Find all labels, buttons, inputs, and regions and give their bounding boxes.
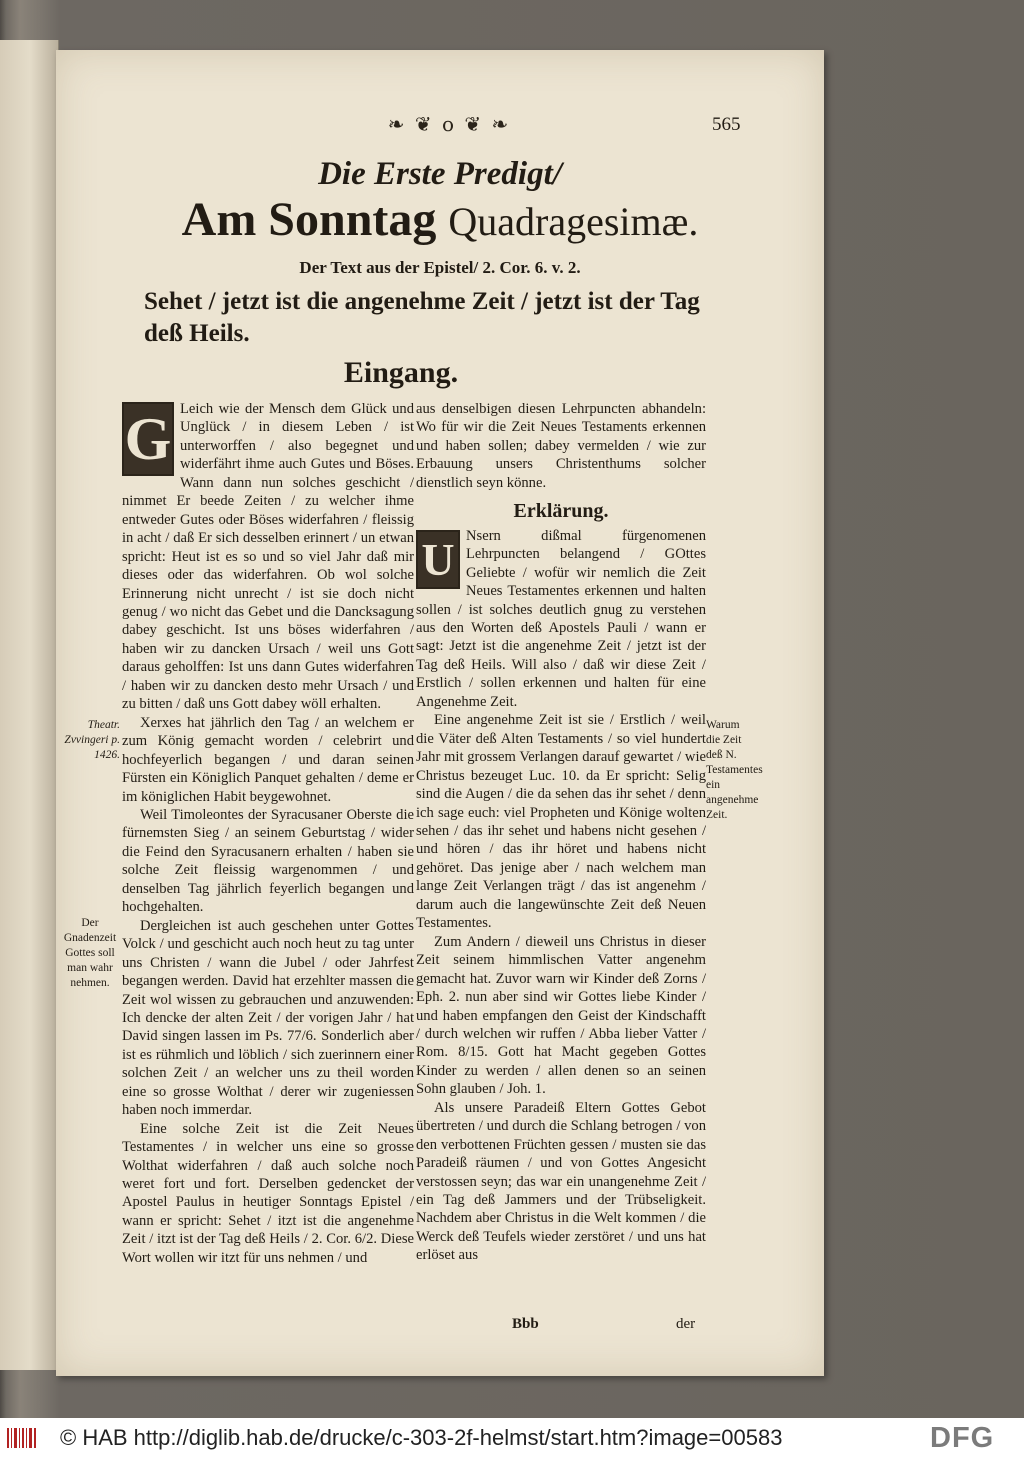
margin-note-left-2: Der Gnadenzeit Gottes soll man wahr nehmen. (63, 917, 117, 989)
text-reference: Der Text aus der Epistel/ 2. Cor. 6. v. 2. (299, 258, 581, 277)
sermon-subtitle (56, 192, 824, 247)
left-column (122, 400, 414, 1267)
barcode-icon (6, 1426, 38, 1450)
paragraph-text: Nsern dißmal fürgenomenen Lehrpuncten belangend / GOttes Geliebte / wofür wir nemlich die Zeit Neues Testamentes erkennen und halten sollen / ist solches deutlich gnug zu verstehen aus den Worten deß Apostels Pauli / wann er sagt: Jetzt ist die angenehme Zeit / jetzt ist der Tag deß Heils. Will also / daß wir diese Zeit / Erstlich / sollen erkennen und halten für eine Angenehme Zeit. (416, 527, 706, 710)
paragraph-text: Leich wie der Mensch dem Glück und Unglück / in diesem Leben / ist unterworffen / also begegnet und widerfährt ihme auch Gutes und Böses. Wann dann nun solches geschicht / nimmet Er beede Zeiten / zu welcher ihme entweder Gutes oder Böses widerfahren / fleissig in acht / daß Er sich desselben erinnert / un etwan spricht: Heut ist es so und so viel Jahr daß mir dieses oder das widerfahren. Ob wol solche Erinnerung nicht unrecht / ist sie doch nicht genug / wo nicht das Gebet und die Dancksagung dabey geschicht. Ist uns böses widerfahren / haben wir zu dancken Ursach / weil uns Gott daraus geholffen: Ist uns dann Gutes widerfahren / haben wir zu dancken desto mehr Ursach / und zu bitten / daß uns Gott dabey wöll erhalten. (122, 401, 414, 713)
paragraph: Xerxes hat jährlich den Tag / an welchem er zum König gemacht worden / celebrirt und hochfeyerlich begangen / und daran seinen Fürsten ein Königlich Panquet gehalten / deme er im königlichen Habit beygewohnet. (122, 714, 414, 805)
paragraph (122, 400, 414, 714)
paragraph: Weil Timoleontes der Syracusaner Oberste die fürnemsten Sieg / an seinem Geburtstag / wider die Feind den Syracusanern erhalten / haben sie solche Zeit fleissig wargenommen / und denselben Tag jährlich feyerlich begangen und hochgehalten. (122, 806, 414, 916)
ornamental-headpiece: ❧ ❦ o ❦ ❧ (387, 112, 511, 136)
paragraph: aus denselbigen diesen Lehrpuncten abhandeln: Wo für wir die Zeit Neues Testaments erkennen und haben sollen; dabey vermelden / wie zur Erbauung unsers Christenthums solcher dienstlich seyn könne. (416, 401, 706, 491)
decorated-initial-u: U (416, 530, 460, 589)
book-page (56, 50, 824, 1376)
paragraph: Eine solche Zeit ist die Zeit Neues Testamentes / in welcher uns eine so grosse Wolthat widerfahren / daß auch solche noch weret fort und fort. Derselben gedencket der Apostel Paulus in heutiger Sonntags Epistel / wann er spricht: Sehet / itzt ist die angenehme Zeit / itzt ist der Tag deß Heils / 2. Cor. 6/2. Diese Wort wollen wir itzt für uns nehmen / und (122, 1120, 414, 1266)
paragraph: Zum Andern / dieweil uns Christus in dieser Zeit seinem himmlischen Vatter angenehm gemacht hat. Zuvor warn wir Kinder deß Zorns / Eph. 2. nun aber sind wir Gottes liebe Kinder / und haben empfangen den Geist der Kindschafft / durch welchen wir ruffen / Abba lieber Vatter / Rom. 8/15. Gott hat Macht gegeben Gottes Kinder zu werden / allen denen so an seinen Sohn glauben / Joh. 1. (416, 933, 706, 1098)
signature-mark: Bbb (512, 1316, 539, 1332)
paragraph (416, 527, 706, 712)
heading-eingang: Eingang. (343, 356, 459, 389)
viewer-footer (0, 1418, 1024, 1458)
dfg-logo: DFG (930, 1422, 995, 1454)
bible-motto: Sehet / jetzt ist die angenehme Zeit / jetzt ist der Tag deß Heils. (144, 288, 700, 347)
heading-erklaerung: Erklärung. (513, 500, 609, 523)
paragraph: Als unsere Paradeiß Eltern Gottes Gebot übertreten / und durch die Schlang betrogen / von den verbottenen Früchten gessen / musten sie das Paradeiß räumen / und von Gottes Angesicht verstossen seyn; das war ein unangenehme Zeit / ein Tag deß Jammers und der Trübseligkeit. Nachdem aber Christus in die Welt kommen / die Werck deß Teufels wieder zerstöret / und uns hat erlöset aus (416, 1099, 706, 1264)
previous-page-edge (0, 40, 59, 1370)
sermon-title: Die Erste Predigt/ (318, 156, 562, 192)
margin-note-right-1: Warum die Zeit deß N. Testamentes ein angenehme Zeit. (706, 719, 763, 821)
margin-note-left-1: Theatr. Zvvingeri p. 1426. (64, 719, 120, 761)
subtitle-german: Am Sonntag (181, 193, 437, 246)
decorated-initial-g: G (122, 402, 174, 476)
paragraph: Eine angenehme Zeit ist sie / Erstlich / weil die Väter deß Alten Testaments / so viel hundert Jahr mit grossem Verlangen darauf gewartet / wie Christus bezeuget Luc. 10. da Er spricht: Selig sind die Augen / die da sehen das ihr sehet / denn ich sage euch: viel Propheten und Könige wolten sehen / das ihr sehet und habens nicht gesehen / und hören / das ihr höret und habens nicht gehöret. Das jenige aber / nach welchem man lange Zeit Verlangen trägt / das ist angenehm / darum auch die langewünschte Zeit deß Neuen Testamentes. (416, 712, 706, 932)
subtitle-latin: Quadragesimæ. (448, 199, 699, 244)
right-column (416, 400, 706, 1265)
paragraph: Dergleichen ist auch geschehen unter Gottes Volck / und geschicht auch noch heut zu tag unter uns Christen / wann die Jubel / oder Jahrfest begangen werden. David hat erzehlter massen die Zeit wol wissen zu gebrauchen und anzuwenden: Ich dencke der alten Zeit / der vorigen Jahr / hat David singen lassen im Ps. 77/6. Sonderlich aber ist es rühmlich und löblich / sich zuerinnern einer solchen Zeit / an welcher uns zu theil worden eine so grosse Wolthat / derer wir zugeniessen haben noch immerdar. (122, 917, 414, 1119)
copyright-link[interactable]: © HAB http://diglib.hab.de/drucke/c-303-2f-helmst/start.htm?image=00583 (60, 1425, 783, 1450)
catchword: der (676, 1316, 696, 1332)
page-number: 565 (712, 114, 741, 135)
